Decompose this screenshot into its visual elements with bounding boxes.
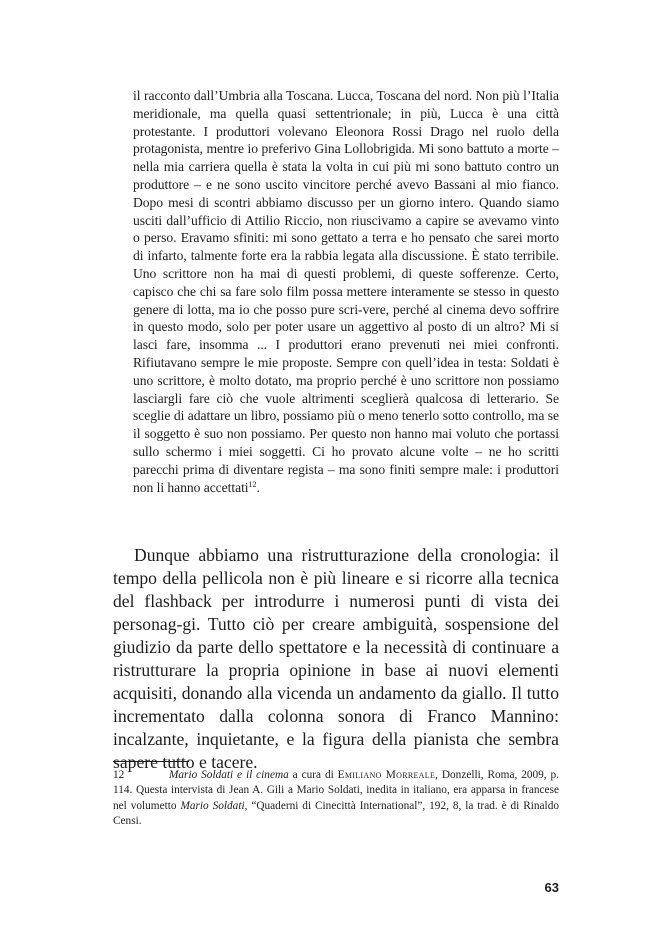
footnote-text-c: , “Quaderni di Cinecittà International”, 192, 8, la trad. è di Rinaldo Censi. [113,799,559,827]
footnote-editor: Emiliano Morreale [337,769,436,781]
footnote [113,768,559,829]
page-number: 63 [544,880,559,895]
footnote-reference[interactable]: 12 [248,479,257,489]
footnote-number: 12 [113,769,125,781]
footnote-text-a: a cura di [288,769,338,781]
footnote-volume-title: Mario Soldati [180,799,245,812]
body-paragraph: Dunque abbiamo una ristrutturazione della cronologia: il tempo della pellicola non è più lineare e si ricorre alla tecnica del flashback per introdurre i numerosi punti di vista dei personag-gi. Tutto ciò per creare ambiguità, sospensione del giudizio da parte dello spettatore e la necessità di continuare a ristrutturare la propria opinione in base ai nuovi elementi acquisiti, donando alla vicenda un andamento da giallo. Il tutto incrementato dalla colonna sonora di Franco Mannino: incalzante, inquietante, e la figura della pianista che sembra sapere tutto e tacere. [113,545,559,772]
footnote-text-b: , Donzelli, Roma, 2009, p. 114. Questa intervista di Jean A. Gili a Mario Soldati, inedita in italiano, era apparsa in francese nel volumetto [113,769,559,812]
footnote-book-title: Mario Soldati e il cinema [169,769,289,781]
quote-paragraph [133,87,559,496]
main-text [113,544,559,774]
quote-text: il racconto dall’Umbria alla Toscana. Lucca, Toscana del nord. Non più l’Italia meridionale, ma quella quasi settentrionale; in più, Lucca è una città protestante. I produttori volevano Eleonora Rossi Drago nel ruolo della protagonista, mentre io preferivo Gina Lollobrigida. Mi sono battuto a morte – nella mia carriera quella è stata la volta in cui più mi sono battuto contro un produttore – e ne sono uscito vincitore perché avevo Bassani al mio fianco. Dopo mesi di scontri abbiamo discusso per un giorno intero. Quando siamo usciti dall’ufficio di Attilio Riccio, non riuscivamo a capire se avevamo vinto o perso. Eravamo sfiniti: mi sono gettato a terra e ho pensato che sarei morto di infarto, talmente forte era la rabbia legata alla discussione. È stato terribile. Uno scrittore non ha mai di questi problemi, di queste sofferenze. Certo, capisco che chi sa fare solo film possa mettere interamente se stesso in questo genere di lotta, ma io che posso pure scri-vere, perché al cinema devo soffrire in questo modo, solo per poter usare un aggettivo al posto di un altro? Mi si lasci fare, insomma ... I produttori erano prevenuti nei miei confronti. Rifiutavano sempre le mie proposte. Sempre con quell’idea in testa: Soldati è uno scrittore, è molto dotato, ma proprio perché è uno scrittore non possiamo lasciargli fare ciò che vuole altrimenti sceglierà qualcosa di letterario. Se sceglie di adattare un libro, possiamo più o meno tenerlo sotto controllo, ma se il soggetto è suo non possiamo. Per questo non hanno mai voluto che portassi sullo schermo i miei soggetti. Ci ho provato alcune volte – ne ho scritti parecchi prima di diventare regista – ma sono finiti sempre male: i produttori non li hanno accettati [133,88,559,495]
block-quote [133,87,559,496]
quote-end-punctuation: . [256,479,260,495]
footnote-separator [113,761,189,762]
